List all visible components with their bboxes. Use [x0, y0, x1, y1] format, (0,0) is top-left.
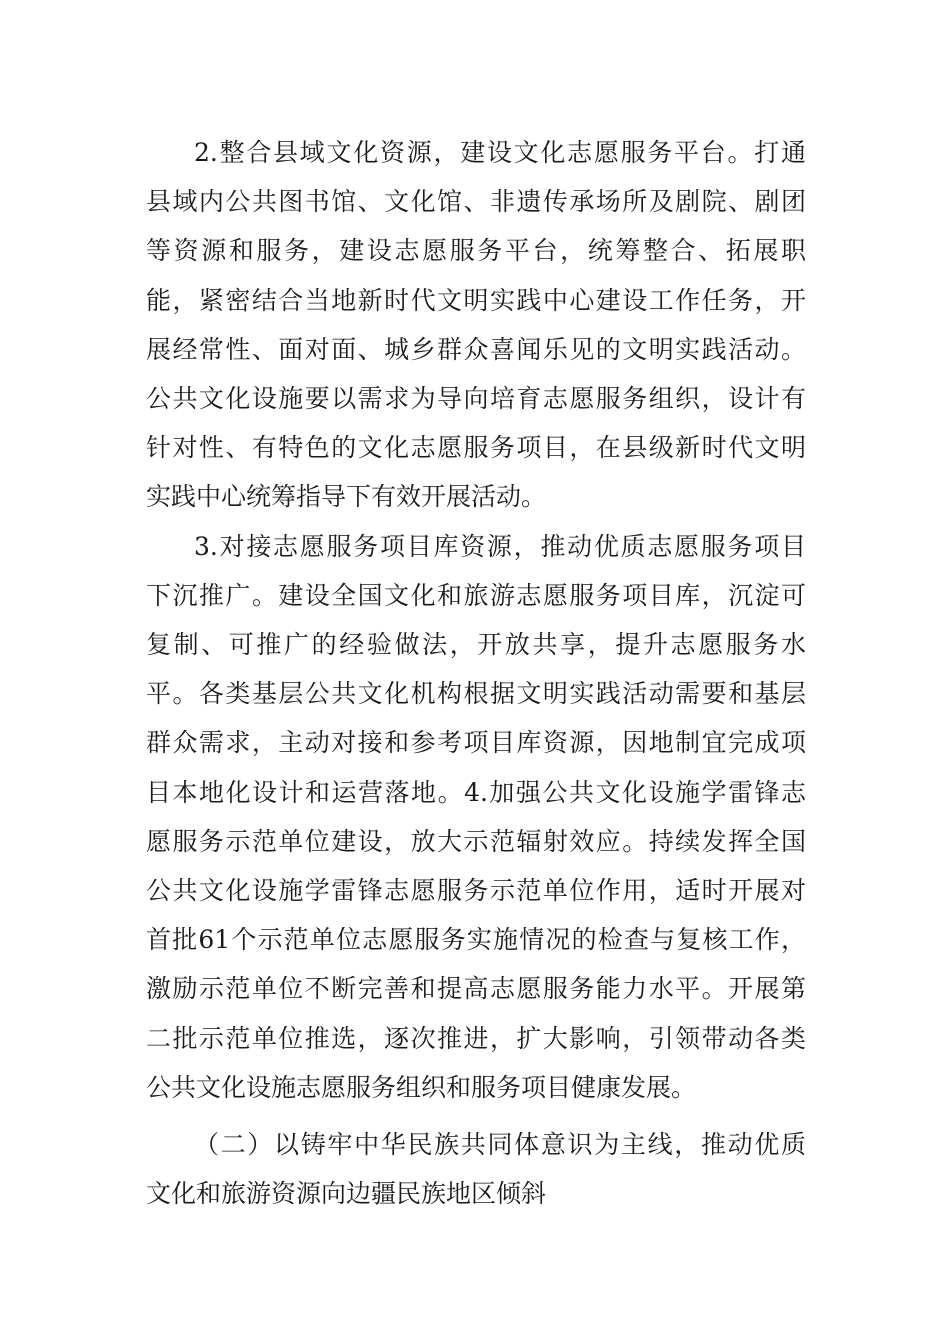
- text-line: 公共文化设施学雷锋志愿服务示范单位作用，适时开展对: [146, 876, 806, 905]
- text-line: 能，紧密结合当地新时代文明实践中心建设工作任务，开: [146, 286, 806, 315]
- text-line: 等资源和服务，建设志愿服务平台，统筹整合、拓展职: [146, 236, 806, 265]
- text-line: 展经常性、面对面、城乡群众喜闻乐见的文明实践活动。: [146, 335, 806, 364]
- text-line: 公共文化设施志愿服务组织和服务项目健康发展。: [146, 1073, 697, 1102]
- text-line: 首批61个示范单位志愿服务实施情况的检查与复核工作，: [146, 925, 806, 954]
- section-heading-line: 文化和旅游资源向边疆民族地区倾斜: [146, 1179, 547, 1208]
- paragraph-2-heading-line: 2.整合县域文化资源，建设文化志愿服务平台。打通: [194, 138, 806, 167]
- text-line: 二批示范单位推选，逐次推进，扩大影响，引领带动各类: [146, 1024, 806, 1053]
- text-line: 激励示范单位不断完善和提高志愿服务能力水平。开展第: [146, 974, 806, 1003]
- text-line: 愿服务示范单位建设，放大示范辐射效应。持续发挥全国: [146, 827, 806, 856]
- text-line: 公共文化设施要以需求为导向培育志愿服务组织，设计有: [146, 384, 806, 413]
- text-line: 下沉推广。建设全国文化和旅游志愿服务项目库，沉淀可: [146, 581, 806, 610]
- text-line: 针对性、有特色的文化志愿服务项目，在县级新时代文明: [146, 433, 806, 462]
- paragraph-3-heading-line: 3.对接志愿服务项目库资源，推动优质志愿服务项目: [194, 532, 806, 561]
- text-line: 目本地化设计和运营落地。4.加强公共文化设施学雷锋志: [146, 778, 806, 807]
- section-heading-line: （二）以铸牢中华民族共同体意识为主线，推动优质: [194, 1130, 806, 1159]
- text-line: 平。各类基层公共文化机构根据文明实践活动需要和基层: [146, 679, 806, 708]
- text-line: 实践中心统筹指导下有效开展活动。: [146, 482, 547, 511]
- text-line: 复制、可推广的经验做法，开放共享，提升志愿服务水: [146, 630, 806, 659]
- text-line: 县域内公共图书馆、文化馆、非遗传承场所及剧院、剧团: [146, 187, 806, 216]
- text-line: 群众需求，主动对接和参考项目库资源，因地制宜完成项: [146, 728, 806, 757]
